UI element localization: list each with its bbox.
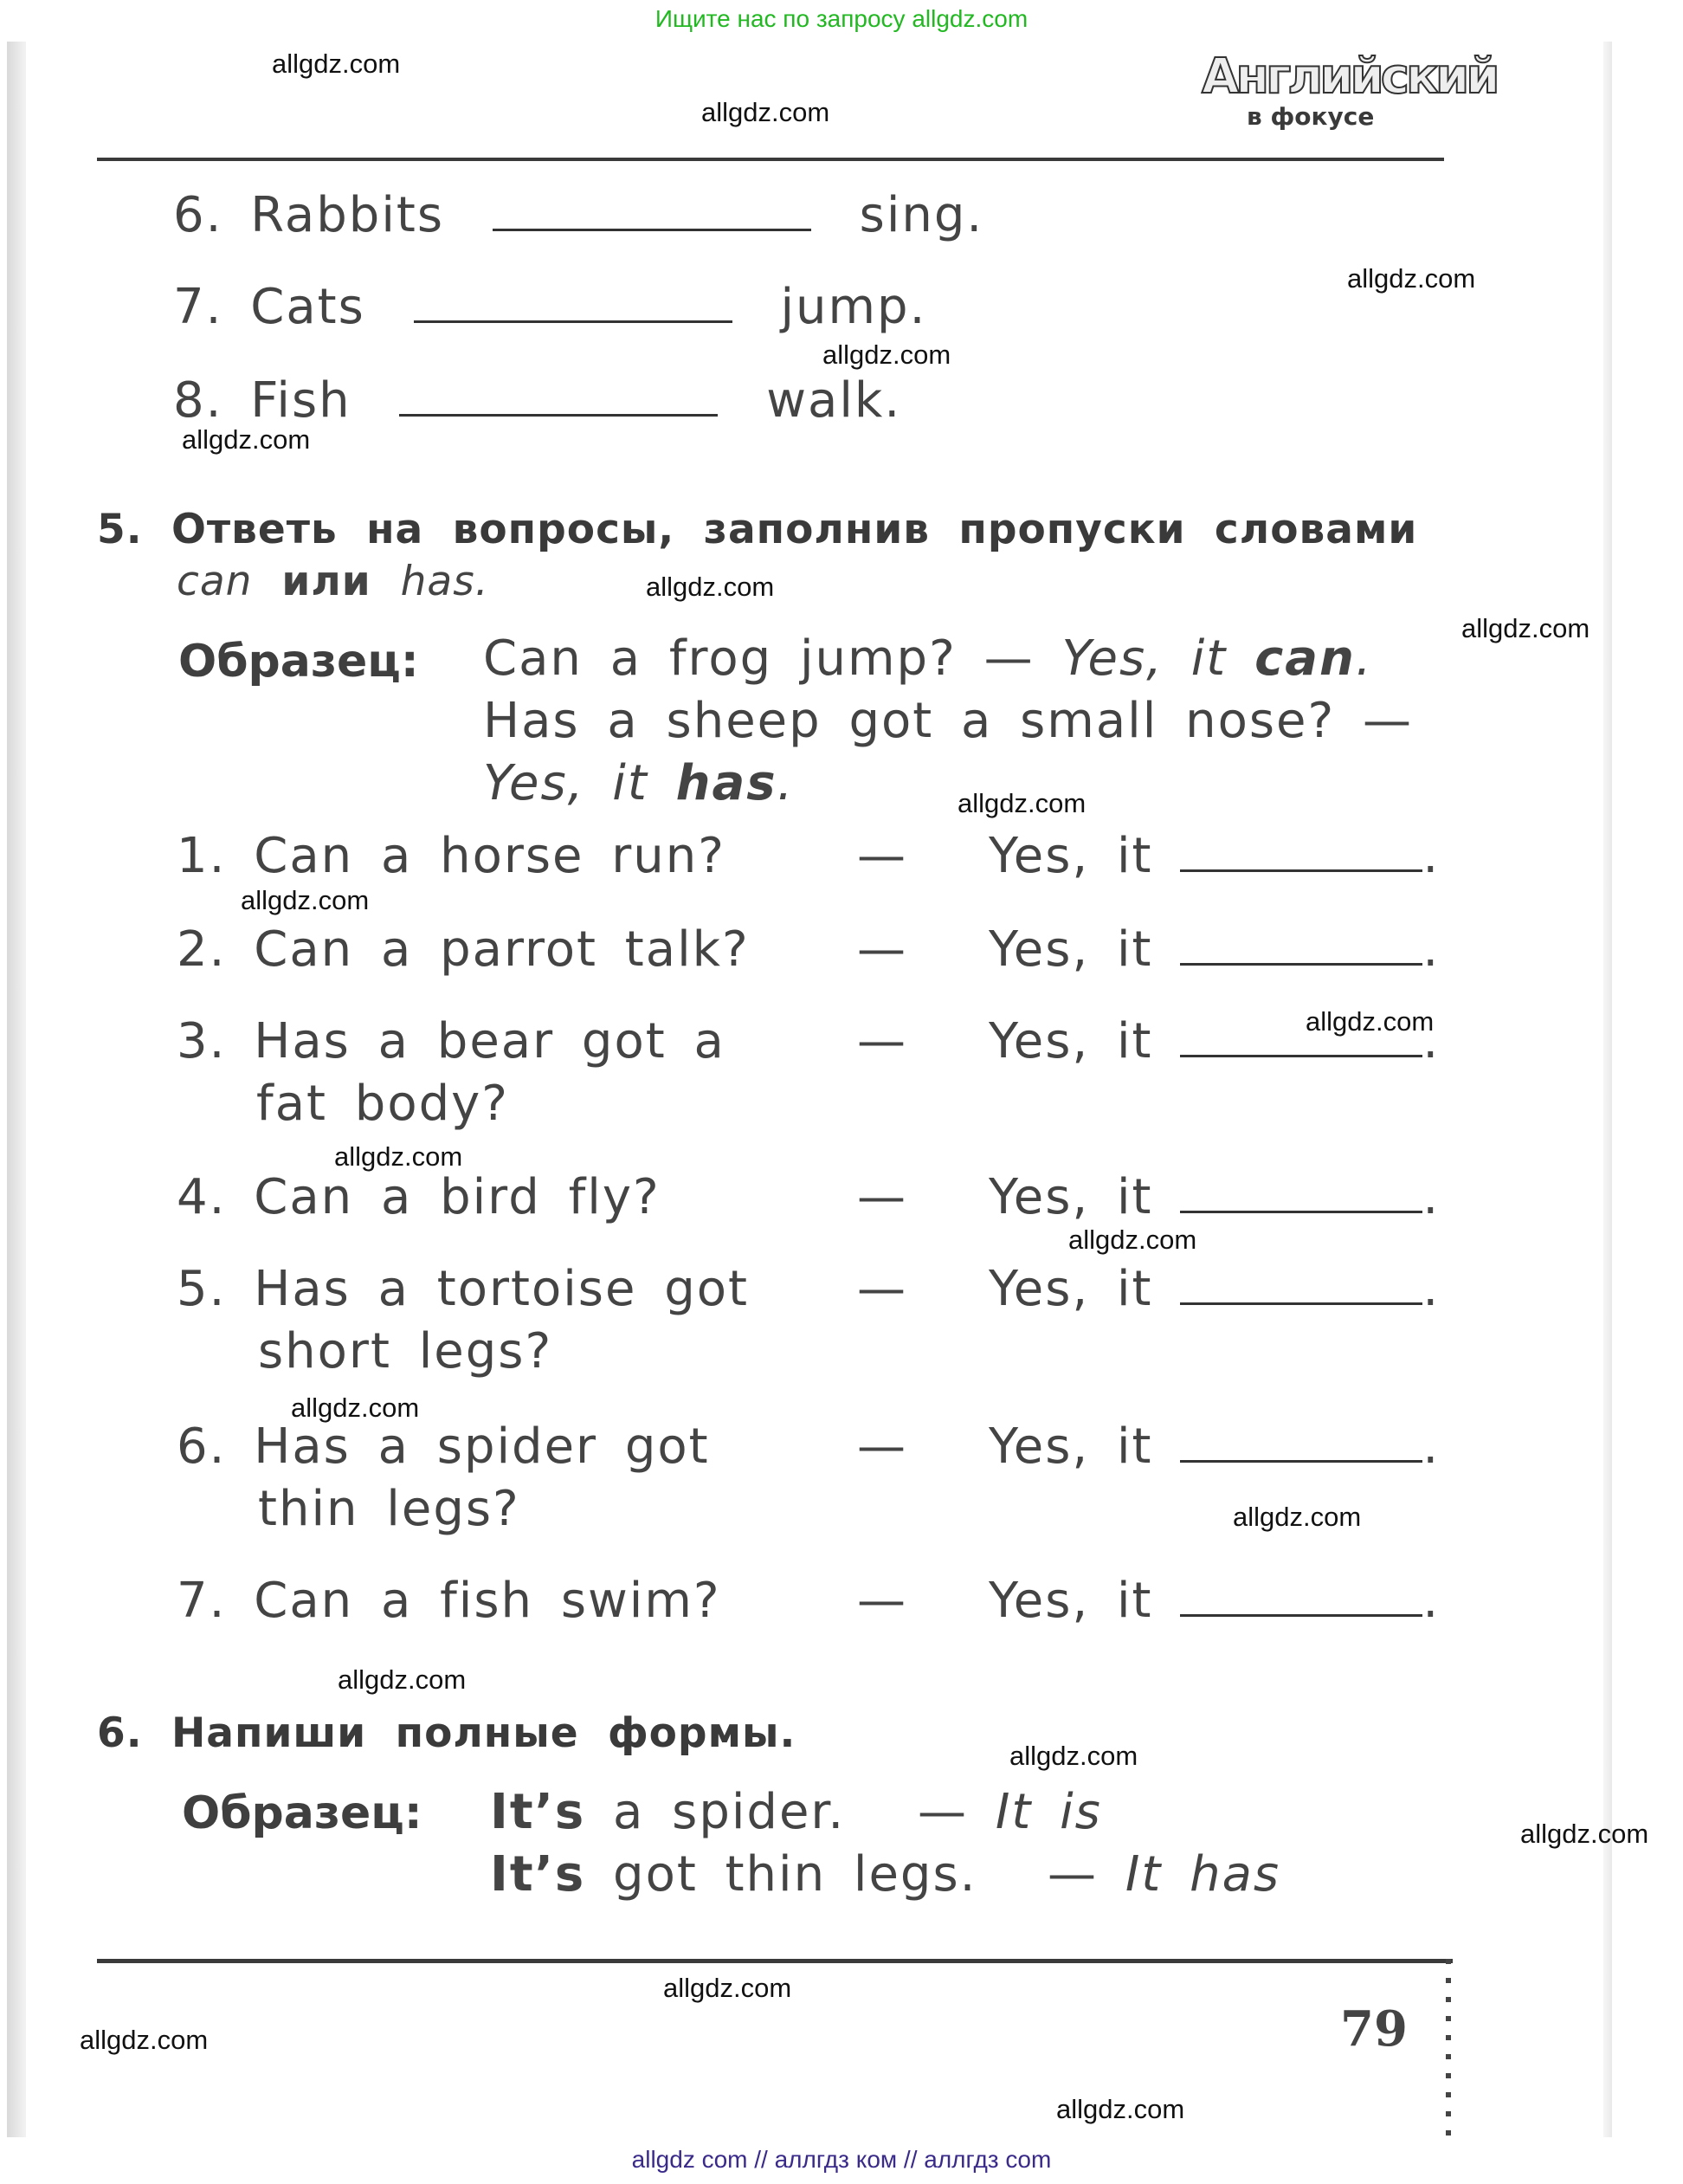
watermark[interactable]: allgdz.com [338,1664,467,1695]
page-edge-dots [1446,1959,1451,2141]
sample-answer: Yes, it [1061,630,1228,687]
page-left-shadow [7,42,26,2137]
item-number: 1. [177,828,227,884]
ex5-item-6-question-line2: thin legs? [258,1481,520,1537]
item-question: Has a spider got [254,1418,710,1475]
ex5-item-5-answer: Yes, it . [989,1261,1441,1317]
watermark[interactable]: allgdz.com [958,788,1087,818]
answer-blank[interactable] [1180,1055,1422,1057]
watermark[interactable]: allgdz.com [272,48,401,79]
item-verb: walk. [766,372,902,429]
ex5-item-7-answer: Yes, it . [989,1573,1441,1629]
ex5-item-5-question-line2: short legs? [258,1323,553,1380]
part4-item-8 [173,372,901,429]
watermark[interactable]: allgdz.com [1306,1006,1435,1037]
answer-blank[interactable] [493,229,811,231]
ex5-item-1-answer: Yes, it . [989,828,1441,884]
item-question: Can a bird fly? [254,1169,661,1225]
dash: — [857,1169,907,1225]
item-subject: Cats [250,279,365,335]
part4-item-6 [173,187,983,243]
ex5-heading-line2 [177,558,489,605]
ex6-sample-row-2-full [1048,1846,1280,1903]
logo-subtitle: в фокусе [1247,102,1375,131]
item-question: Can a horse run? [254,828,726,884]
item-question: Can a fish swim? [254,1573,721,1629]
top-banner[interactable]: Ищите нас по запросу allgdz.com [654,5,1028,32]
answer-prefix: Yes, it [989,1169,1153,1225]
item-number: 2. [177,921,227,978]
sample-answer: Yes, it [483,755,648,811]
watermark[interactable]: allgdz.com [1056,2094,1185,2124]
footer-rule [97,1959,1453,1963]
answer-prefix: Yes, it [989,1013,1153,1069]
answer-blank[interactable] [1180,1211,1422,1213]
ex5-item-7-question [177,1573,721,1629]
ex5-item-6-question [177,1418,710,1475]
item-subject: Fish [250,372,351,429]
item-subject: Rabbits [250,187,445,243]
ex6-number: 6. [97,1709,143,1757]
ex5-item-1-question [177,828,725,884]
item-number: 7. [177,1573,227,1629]
watermark[interactable]: allgdz.com [822,339,951,370]
ex5-title-has: has. [400,558,489,605]
answer-blank[interactable] [1180,1614,1422,1617]
dash: — [857,828,907,884]
dash: — [857,1418,907,1475]
ex5-item-2-answer: Yes, it . [989,921,1441,978]
answer-prefix: Yes, it [989,828,1153,884]
answer-prefix: Yes, it [989,1418,1153,1475]
sample-question: Can a frog jump? — [483,630,1035,687]
watermark[interactable]: allgdz.com [1520,1819,1649,1849]
ex5-sample-line1: Can a frog jump? — Yes, it can. [483,630,1373,687]
ex6-heading [97,1709,796,1757]
watermark[interactable]: allgdz.com [1009,1741,1138,1771]
item-number: 7. [173,279,223,335]
sample-answer-bold: can [1254,630,1356,687]
item-verb: jump. [780,279,927,335]
item-verb: sing. [859,187,984,243]
item-question: Has a bear got a [254,1013,725,1069]
answer-blank[interactable] [1180,869,1422,872]
ex5-item-3-answer: Yes, it . [989,1013,1441,1069]
answer-prefix: Yes, it [989,1261,1153,1317]
watermark[interactable]: allgdz.com [80,2025,209,2055]
ex5-item-6-answer: Yes, it . [989,1418,1441,1475]
ex5-item-4-question [177,1169,661,1225]
watermark[interactable]: allgdz.com [182,424,311,455]
item-number: 8. [173,372,223,429]
watermark[interactable]: allgdz.com [663,1973,792,2003]
dash: — [857,1261,907,1317]
watermark[interactable]: allgdz.com [1233,1502,1362,1532]
answer-prefix: Yes, it [989,1573,1153,1629]
item-number: 6. [177,1418,227,1475]
bottom-banner[interactable]: allgdz com // аллгдз ком // аллгдз сom [631,2146,1052,2173]
item-question: Has a tortoise got [254,1261,749,1317]
ex6-sample-row-2 [490,1846,977,1903]
watermark[interactable]: allgdz.com [241,885,370,915]
logo-title: Английский [1202,48,1497,105]
ex6-sample-label: Образец: [182,1787,422,1839]
ex5-sample-line3: Yes, it has. [483,755,795,811]
item-number: 6. [173,187,223,243]
header-rule [97,158,1444,161]
ex6-sample-row-1-full [918,1784,1102,1840]
item-number: 4. [177,1169,227,1225]
part4-item-7 [173,279,926,335]
ex5-title-or: или [281,558,371,605]
ex5-title: Ответь на вопросы, заполнив пропуски словами [171,506,1418,553]
dash: — [857,1013,907,1069]
sample-answer-bold: has [675,755,777,811]
watermark[interactable]: allgdz.com [701,97,830,127]
ex5-sample-line2: Has a sheep got a small nose? — [483,693,1413,749]
watermark[interactable]: allgdz.com [1068,1224,1197,1255]
item-number: 3. [177,1013,227,1069]
sentence-rest: got thin legs. [613,1846,977,1903]
dash: — [857,1573,907,1629]
full-form: It is [995,1784,1102,1840]
dash: — [857,921,907,978]
ex5-item-3-question-line2: fat body? [256,1076,510,1132]
watermark[interactable]: allgdz.com [1347,263,1476,294]
answer-blank[interactable] [414,320,732,323]
ex5-heading [97,506,1417,553]
ex5-item-4-answer: Yes, it . [989,1169,1441,1225]
ex5-sample-label: Образец: [178,636,419,688]
ex6-title: Напиши полные формы. [171,1709,796,1757]
answer-blank[interactable] [1180,963,1422,966]
watermark[interactable]: allgdz.com [1461,613,1590,643]
ex5-item-3-question [177,1013,725,1069]
ex5-item-2-question [177,921,750,978]
answer-blank[interactable] [399,414,718,417]
sentence-rest: a spider. [613,1784,846,1840]
contraction: It’s [490,1784,586,1840]
item-question: Can a parrot talk? [254,921,750,978]
dash: — [918,1784,968,1840]
item-number: 5. [177,1261,227,1317]
dash: — [1048,1846,1098,1903]
ex6-sample-row-1 [490,1784,845,1840]
ex5-item-5-question [177,1261,749,1317]
answer-blank[interactable] [1180,1302,1422,1305]
watermark[interactable]: allgdz.com [646,572,775,602]
watermark[interactable]: allgdz.com [334,1141,463,1172]
contraction: It’s [490,1846,586,1903]
full-form: It has [1125,1846,1281,1903]
watermark[interactable]: allgdz.com [291,1392,420,1423]
ex5-number: 5. [97,506,143,553]
ex5-title-can: can [177,558,253,605]
answer-blank[interactable] [1180,1460,1422,1463]
answer-prefix: Yes, it [989,921,1153,978]
page-number: 79 [1340,2000,1408,2058]
